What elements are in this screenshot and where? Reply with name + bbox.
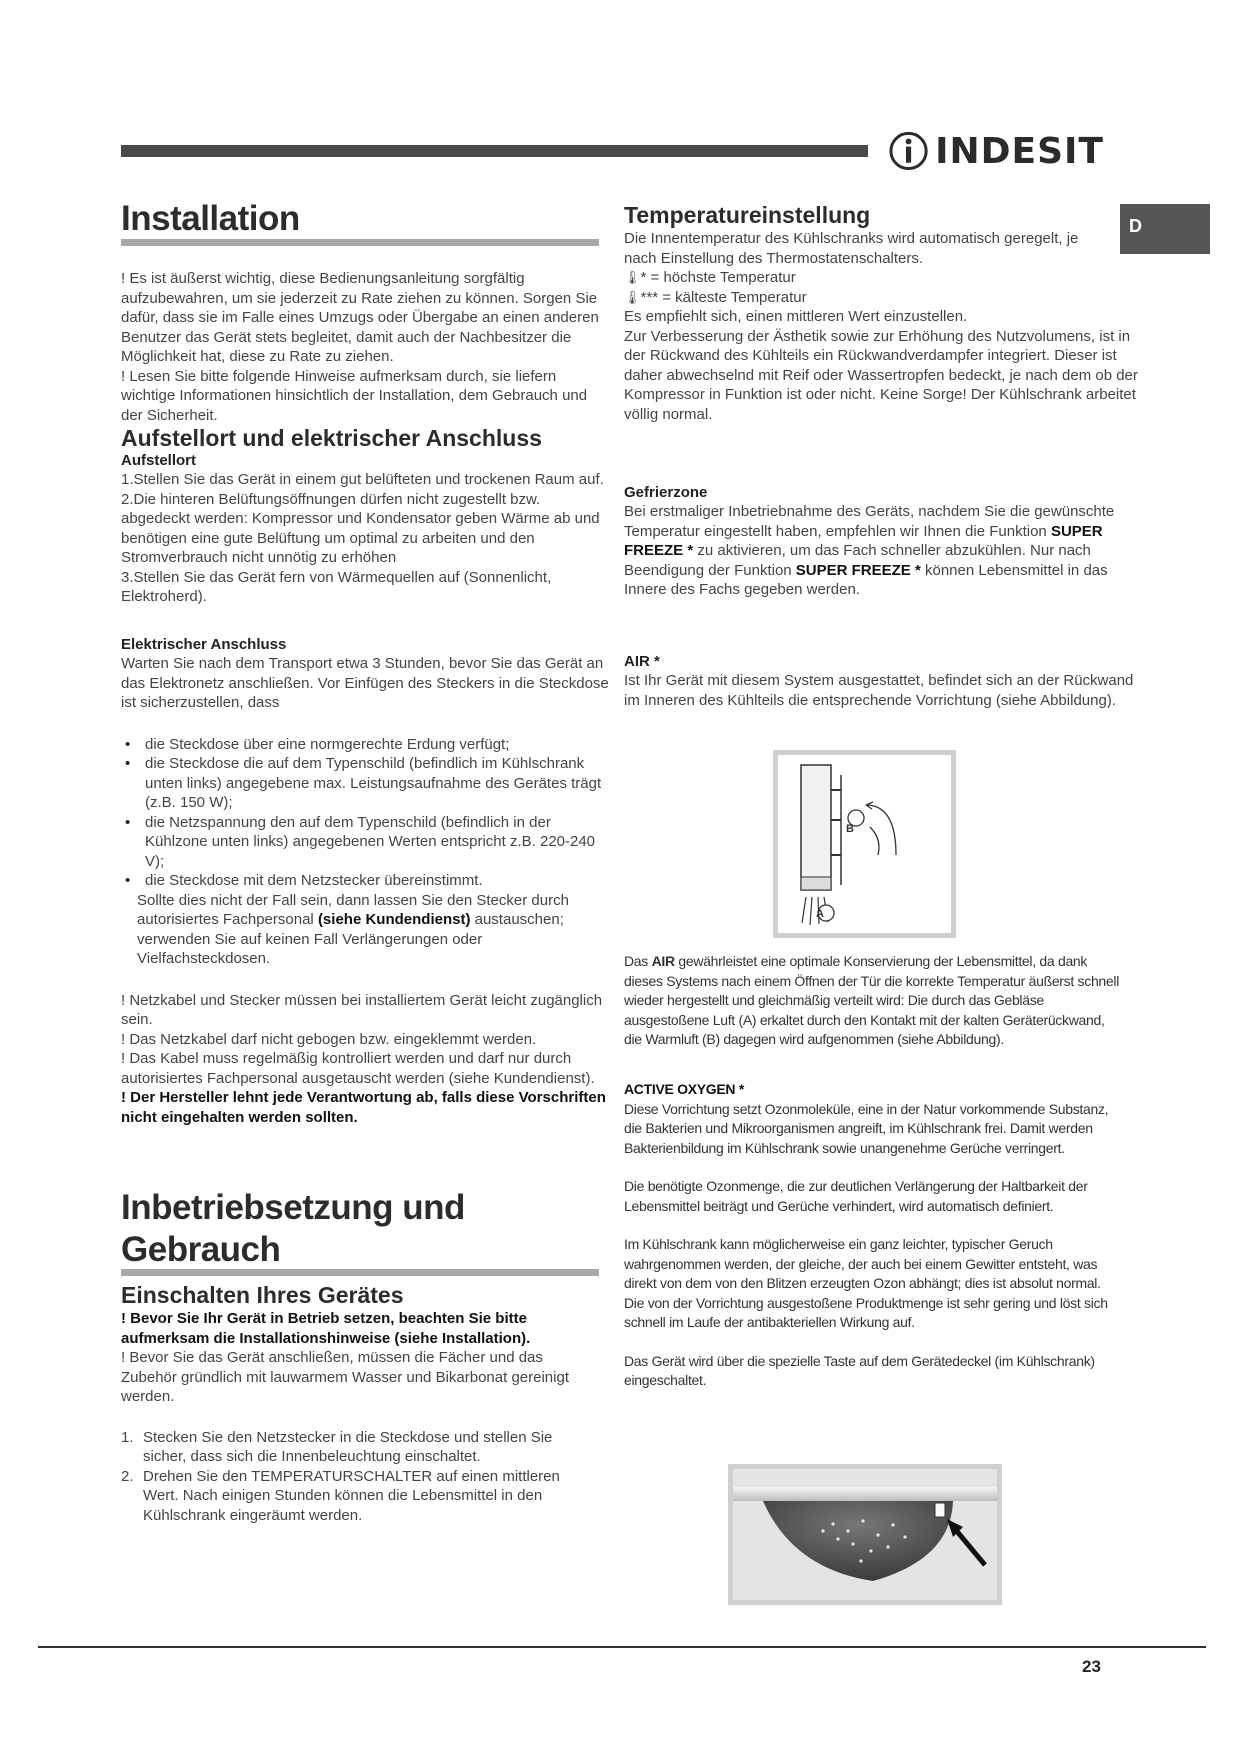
oxygen-p2: Die benötigte Ozonmenge, die zur deutlichen Verlängerung der Haltbarkeit der Lebensmittel beiträgt und Gerüche verhindert, wird automatisch definiert.	[624, 1178, 1088, 1214]
gefrier-heading: Gefrierzone	[624, 484, 708, 501]
aufstellort-item-1: 1.Stellen Sie das Gerät in einem gut belüfteten und trockenen Raum auf.	[121, 471, 604, 488]
title-rule	[121, 239, 599, 246]
ozone-device-illustration	[733, 1469, 997, 1600]
aufstellort-section	[121, 425, 613, 607]
elektrisch-after	[121, 891, 613, 969]
installation-p2: ! Lesen Sie bitte folgende Hinweise aufmerksam durch, sie liefern wichtige Informationen hinsichtlich der Installation, dem Gebrauch und der Sicherheit.	[121, 367, 588, 424]
air-figure	[773, 750, 956, 938]
indesit-logo-icon	[888, 123, 929, 179]
installation-title: Installation	[121, 199, 300, 238]
gefrier-text	[624, 502, 1146, 600]
gefrier-text-2: zu aktivieren, um das Fach schneller abzukühlen. Nur nach Beendigung der Funktion	[624, 542, 1091, 579]
gefrier-text-1: Bei erstmaliger Inbetriebnahme des Geräts, nachdem Sie die gewünschte Temperatur eingestellt haben, empfehlen wir Ihnen die Funktion	[624, 503, 1115, 540]
temp-max-line	[624, 268, 1104, 288]
oxygen-p1: Diese Vorrichtung setzt Ozonmoleküle, eine in der Natur vorkommende Substanz, die Bakterien und Mikroorganismen angreift, im Kühlschrank frei. Damit werden Bakterienbildung im Kühlschrank sowie unangenehme Gerüche verringert.	[624, 1100, 1109, 1156]
aufstellort-item-2: 2.Die hinteren Belüftungsöffnungen dürfen nicht zugestellt bzw. abgedeckt werden: Kompressor und Kondensator geben Wärme ab und benötigen eine gute Belüftung um optimal zu arbeiten und den Stromverbrauch nicht unnötig zu erhöhen	[121, 490, 600, 566]
after-tail: austauschen; verwenden Sie auf keinen Fall Verlängerungen oder Vielfachsteckdosen.	[137, 911, 564, 967]
temp-min-line	[624, 288, 1104, 308]
temp-p2: Es empfiehlt sich, einen mittleren Wert einzustellen.	[624, 308, 968, 325]
einschalten-heading: Einschalten Ihres Gerätes	[121, 1282, 404, 1308]
temp-heading: Temperatureinstellung	[624, 202, 871, 228]
oxygen-section	[624, 1080, 1124, 1391]
list-item	[121, 1428, 599, 1467]
after-link: (siehe Kundendienst)	[317, 911, 471, 928]
elektrisch-bullets	[121, 735, 613, 891]
step-number: 2.	[121, 1467, 134, 1485]
active-oxygen-photo	[728, 1464, 1002, 1605]
warning-1: ! Netzkabel und Stecker müssen bei installiertem Gerät leicht zugänglich sein.	[121, 991, 603, 1028]
inbetrieb-section	[121, 1187, 599, 1525]
indesit-logo	[888, 122, 1104, 180]
aufstellort-heading: Aufstellort und elektrischer Anschluss	[121, 425, 542, 451]
inbetrieb-title-line1: Inbetriebsetzung und	[121, 1188, 465, 1227]
temp-min-symbol: ***	[640, 288, 659, 306]
elektrisch-intro: Warten Sie nach dem Transport etwa 3 Stunden, bevor Sie das Gerät an das Elektronetz anschließen. Vor Einfügen des Steckers in die Steckdose ist sicherzustellen, dass	[121, 655, 609, 711]
inbetrieb-title-line2: Gebrauch	[121, 1230, 281, 1269]
elektrisch-section	[121, 635, 613, 1127]
gefrier-section	[624, 483, 1146, 600]
air-description	[624, 952, 1124, 1050]
list-item: • die Steckdose mit dem Netzstecker übereinstimmt.	[121, 871, 613, 891]
page-number: 23	[1082, 1657, 1101, 1676]
thermometer-icon: 🌡	[624, 289, 641, 305]
aufstellort-subheading: Aufstellort	[121, 452, 196, 469]
list-item	[121, 1467, 599, 1526]
list-item: • die Netzspannung den auf dem Typenschild (befindlich in der Kühlzone unten links) angegebenen Werten entspricht z.B. 220-240 V);	[121, 813, 613, 872]
temp-p1: Die Innentemperatur des Kühlschranks wird automatisch geregelt, je nach Einstellung des Thermostatenschalters.	[624, 230, 1079, 267]
air-heading: AIR *	[624, 653, 660, 670]
step-text: Drehen Sie den TEMPERATURSCHALTER auf einen mittleren Wert. Nach einigen Stunden können die Lebensmittel in den Kühlschrank eingeräumt werden.	[143, 1467, 560, 1524]
elektrisch-heading: Elektrischer Anschluss	[121, 636, 287, 653]
air-desc-pre: Das	[624, 953, 648, 969]
oxygen-p4: Das Gerät wird über die spezielle Taste auf dem Gerätedeckel (im Kühlschrank) eingeschaltet.	[624, 1352, 1095, 1388]
einschalten-steps	[121, 1428, 599, 1526]
temp-section	[624, 202, 1138, 424]
temp-p3: Zur Verbesserung der Ästhetik sowie zur Erhöhung des Nutzvolumens, ist in der Rückwand des Kühlteils ein Rückwandverdampfer integriert. Dieser ist daher abwechselnd mit Reif oder Wassertropfen bedeckt, je nach dem ob der Kompressor in Funktion ist oder nicht. Keine Sorge! Der Kühlschrank arbeitet völlig normal.	[624, 327, 1138, 423]
temp-min-text: = kälteste Temperatur	[662, 288, 807, 306]
einschalten-bold: ! Bevor Sie Ihr Gerät in Betrieb setzen, beachten Sie bitte aufmerksam die Installationshinweise (siehe Installation).	[121, 1310, 531, 1347]
aufstellort-item-3: 3.Stellen Sie das Gerät fern von Wärmequellen auf (Sonnenlicht, Elektroherd).	[121, 568, 552, 605]
thermometer-icon: 🌡	[624, 270, 641, 285]
super-freeze-label-1: SUPER FREEZE *	[624, 522, 1103, 559]
after-text: Sollte dies nicht der Fall sein, dann lassen Sie den Stecker durch autorisiertes Fachpersonal	[137, 891, 569, 928]
language-tab: D	[1120, 204, 1210, 254]
header-bar	[121, 145, 868, 157]
footer-rule	[38, 1646, 1206, 1648]
air-p: Ist Ihr Gerät mit diesem System ausgestattet, befindet sich an der Rückwand im Inneren des Kühlteils die entsprechende Vorrichtung (siehe Abbildung).	[624, 672, 1134, 709]
warning-3: ! Das Kabel muss regelmäßig kontrolliert werden und darf nur durch autorisiertes Fachpersonal ausgetauscht werden (siehe Kundendienst).	[121, 1050, 595, 1087]
step-text: Stecken Sie den Netzstecker in die Steckdose und stellen Sie sicher, dass sich die Innenbeleuchtung einschaltet.	[143, 1428, 553, 1465]
air-section	[624, 652, 1146, 710]
warning-2: ! Das Netzkabel darf nicht gebogen bzw. eingeklemmt werden.	[121, 1030, 537, 1048]
list-item: • die Steckdose über eine normgerechte Erdung verfügt;	[121, 735, 613, 755]
installation-section	[121, 198, 599, 425]
step-number: 1.	[121, 1428, 134, 1446]
air-desc-bold: AIR	[651, 953, 675, 969]
air-desc-post: gewährleistet eine optimale Konservierung der Lebensmittel, da dank dieses Systems nach einem Öffnen der Tür die korrekte Temperatur äußerst schnell wieder hergestellt und gleichmäßig verteilt wird: Die durch das Gebläse ausgestoßene Luft (A) erkaltet durch den Kontakt mit der kalten Geräterückwand, die Warmluft (B) dagegen wird aufgenommen (siehe Abbildung).	[624, 953, 1120, 1047]
installation-p1: ! Es ist äußerst wichtig, diese Bedienungsanleitung sorgfältig aufzubewahren, um sie jederzeit zu Rate ziehen zu können. Sorgen Sie dafür, dass sie im Falle eines Umzugs oder Übergabe an einen anderen Benutzer das Gerät stets begleitet, damit auch der Nachbesitzer die Möglichkeit hat, diese zu Rate zu ziehen.	[121, 270, 599, 365]
temp-max-symbol: *	[640, 269, 647, 286]
super-freeze-label-2: SUPER FREEZE *	[795, 561, 921, 579]
air-diagram	[778, 755, 951, 933]
temp-max-text: = höchste Temperatur	[650, 269, 796, 286]
oxygen-heading: ACTIVE OXYGEN *	[624, 1081, 744, 1097]
label-a: A	[816, 908, 824, 920]
warning-4: ! Der Hersteller lehnt jede Verantwortung ab, falls diese Vorschriften nicht eingehalten werden sollten.	[121, 1089, 606, 1126]
gefrier-text-3: können Lebensmittel in das Innere des Fachs gegeben werden.	[624, 561, 1108, 598]
label-b: B	[846, 823, 854, 835]
einschalten-p: ! Bevor Sie das Gerät anschließen, müssen die Fächer und das Zubehör gründlich mit lauwarmem Wasser und Bikarbonat gereinigt werden.	[121, 1349, 569, 1405]
logo-wordmark: INDESIT	[935, 130, 1104, 172]
oxygen-p3: Im Kühlschrank kann möglicherweise ein ganz leichter, typischer Geruch wahrgenommen werden, der gleiche, der auch bei einem Gewitter entsteht, was direkt von dem von den Blitzen erzeugten Ozon abhängt; dies ist absolut normal. Die von der Vorrichtung ausgestoßene Produktmenge ist sehr gering und löst sich schnell im Laufe der antibakteriellen Wirkung auf.	[624, 1236, 1108, 1330]
list-item: • die Steckdose die auf dem Typenschild (befindlich im Kühlschrank unten links) angegebene max. Leistungsaufnahme des Gerätes trägt (z.B. 150 W);	[121, 754, 613, 813]
